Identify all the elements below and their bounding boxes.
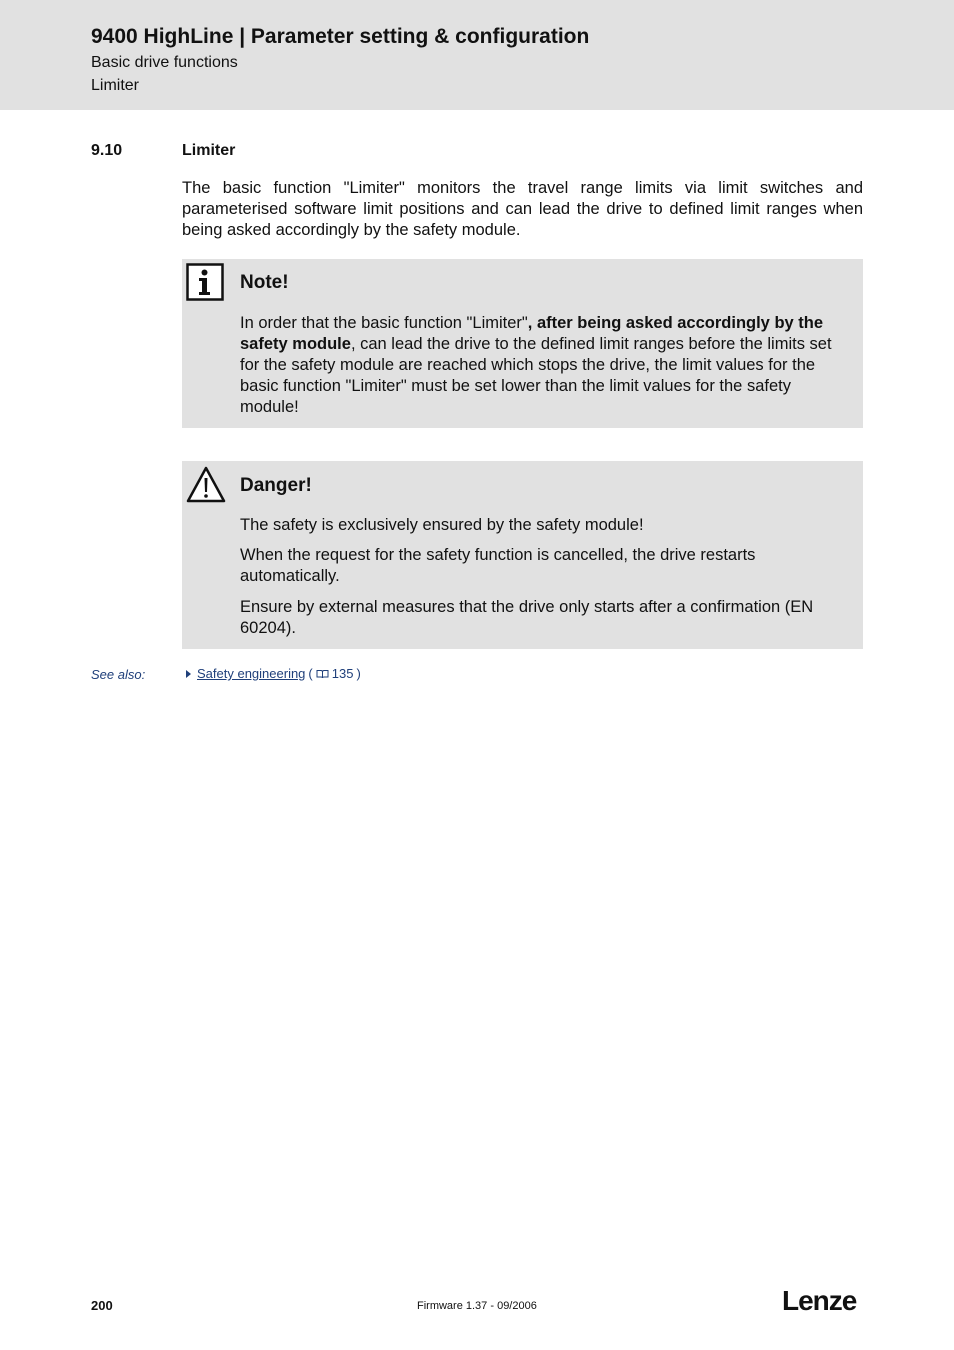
document-title: 9400 HighLine | Parameter setting & configuration xyxy=(91,25,590,48)
danger-title: Danger! xyxy=(240,475,312,496)
arrow-right-icon xyxy=(186,670,191,678)
lenze-logo: Lenze xyxy=(782,1285,857,1316)
section-title: Limiter xyxy=(182,142,236,159)
page-number: 200 xyxy=(91,1298,113,1313)
info-icon xyxy=(186,263,226,303)
intro-paragraph: The basic function "Limiter" monitors the travel range limits via limit switches and parameterised software limit positions and can lead the drive to defined limit ranges when being asked accordingly by the safety module. xyxy=(182,179,863,239)
note-box xyxy=(182,259,863,428)
page-ref-close-paren: ) xyxy=(356,666,361,681)
section-number: 9.10 xyxy=(91,142,123,159)
see-also-label: See also: xyxy=(91,667,146,682)
breadcrumb-section: Limiter xyxy=(91,77,140,94)
note-title: Note! xyxy=(240,272,289,293)
note-text-start: In order that the basic function "Limiter" xyxy=(240,314,528,332)
note-text xyxy=(240,313,850,418)
see-also-item xyxy=(186,666,361,681)
page-ref-number[interactable]: 135 xyxy=(331,666,354,681)
firmware-version: Firmware 1.37 - 09/2006 xyxy=(417,1300,537,1312)
breadcrumb-chapter: Basic drive functions xyxy=(91,54,238,71)
book-icon xyxy=(316,669,329,679)
danger-box xyxy=(182,461,863,649)
danger-paragraph-2: When the request for the safety function is cancelled, the drive restarts automatically. xyxy=(240,546,756,585)
note-text-bold: , after being asked accordingly by the safety module xyxy=(240,314,824,353)
note-text-end: , can lead the drive to the defined limit ranges before the limits set for the safety module are reached which stops the drive, the limit values for the basic function "Limiter" must be set lower than the limit values for the safety module! xyxy=(240,335,832,416)
warning-triangle-icon xyxy=(186,465,226,505)
danger-paragraph-1: The safety is exclusively ensured by the safety module! xyxy=(240,516,644,534)
danger-paragraph-3: Ensure by external measures that the drive only starts after a confirmation (EN 60204). xyxy=(240,598,814,637)
page-ref-open-paren: ( xyxy=(308,666,313,681)
safety-engineering-link[interactable]: Safety engineering xyxy=(197,666,306,681)
page-header xyxy=(0,0,954,110)
